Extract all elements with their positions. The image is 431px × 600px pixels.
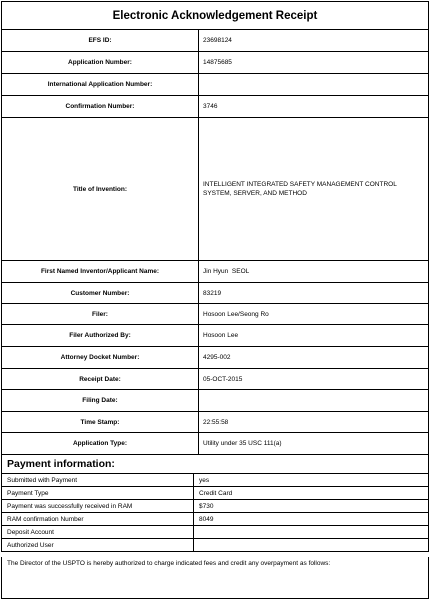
attorney-docket-number-label: Attorney Docket Number: [2, 347, 199, 369]
filer-label: Filer: [2, 304, 199, 325]
authorization-text: The Director of the USPTO is hereby authorized to charge indicated fees and credit any overpayment as follows: [1, 557, 429, 599]
table-row [2, 325, 429, 347]
table-row [2, 474, 429, 487]
table-row [2, 261, 429, 283]
table-row [2, 118, 429, 261]
international-application-number-value [199, 74, 429, 96]
efs-id-value: 23698124 [199, 30, 429, 52]
table-row [2, 487, 429, 500]
title-of-invention-label: Title of Invention: [2, 118, 199, 261]
table-row [2, 513, 429, 526]
filer-authorized-by-value: Hosoon Lee [199, 325, 429, 347]
application-type-value: Utility under 35 USC 111(a) [199, 433, 429, 455]
payment-type-label: Payment Type [2, 487, 194, 500]
application-number-label: Application Number: [2, 52, 199, 74]
customer-number-value: 83219 [199, 283, 429, 304]
customer-number-label: Customer Number: [2, 283, 199, 304]
title-of-invention-value: INTELLIGENT INTEGRATED SAFETY MANAGEMENT CONTROL SYSTEM, SERVER, AND METHOD [199, 118, 429, 261]
payment-table [1, 473, 429, 552]
filing-date-label: Filing Date: [2, 390, 199, 412]
table-row [2, 369, 429, 390]
receipt-date-label: Receipt Date: [2, 369, 199, 390]
table-row [2, 390, 429, 412]
table-row [2, 96, 429, 118]
payment-received-label: Payment was successfully received in RAM [2, 500, 194, 513]
receipt-table [1, 29, 429, 455]
time-stamp-value: 22:55:58 [199, 412, 429, 433]
submitted-with-payment-value: yes [194, 474, 429, 487]
table-row [2, 304, 429, 325]
first-named-inventor-label: First Named Inventor/Applicant Name: [2, 261, 199, 283]
table-row [2, 500, 429, 513]
table-row [2, 283, 429, 304]
application-number-value: 14875685 [199, 52, 429, 74]
table-row [2, 526, 429, 539]
table-row [2, 539, 429, 552]
ram-confirmation-number-value: 8049 [194, 513, 429, 526]
table-row [2, 347, 429, 369]
deposit-account-value [194, 526, 429, 539]
authorized-user-label: Authorized User [2, 539, 194, 552]
table-row [2, 30, 429, 52]
efs-id-label: EFS ID: [2, 30, 199, 52]
first-named-inventor-value: Jin Hyun SEOL [199, 261, 429, 283]
table-row [2, 412, 429, 433]
deposit-account-label: Deposit Account [2, 526, 194, 539]
payment-received-value: $730 [194, 500, 429, 513]
application-type-label: Application Type: [2, 433, 199, 455]
table-row [2, 74, 429, 96]
page-title: Electronic Acknowledgement Receipt [1, 1, 429, 30]
ram-confirmation-number-label: RAM confirmation Number [2, 513, 194, 526]
table-row [2, 52, 429, 74]
filer-value: Hosoon Lee/Seong Ro [199, 304, 429, 325]
receipt-date-value: 05-OCT-2015 [199, 369, 429, 390]
filing-date-value [199, 390, 429, 412]
payment-type-value: Credit Card [194, 487, 429, 500]
authorized-user-value [194, 539, 429, 552]
confirmation-number-label: Confirmation Number: [2, 96, 199, 118]
confirmation-number-value: 3746 [199, 96, 429, 118]
attorney-docket-number-value: 4295-002 [199, 347, 429, 369]
international-application-number-label: International Application Number: [2, 74, 199, 96]
filer-authorized-by-label: Filer Authorized By: [2, 325, 199, 347]
submitted-with-payment-label: Submitted with Payment [2, 474, 194, 487]
table-row [2, 433, 429, 455]
time-stamp-label: Time Stamp: [2, 412, 199, 433]
payment-heading: Payment information: [1, 454, 429, 474]
